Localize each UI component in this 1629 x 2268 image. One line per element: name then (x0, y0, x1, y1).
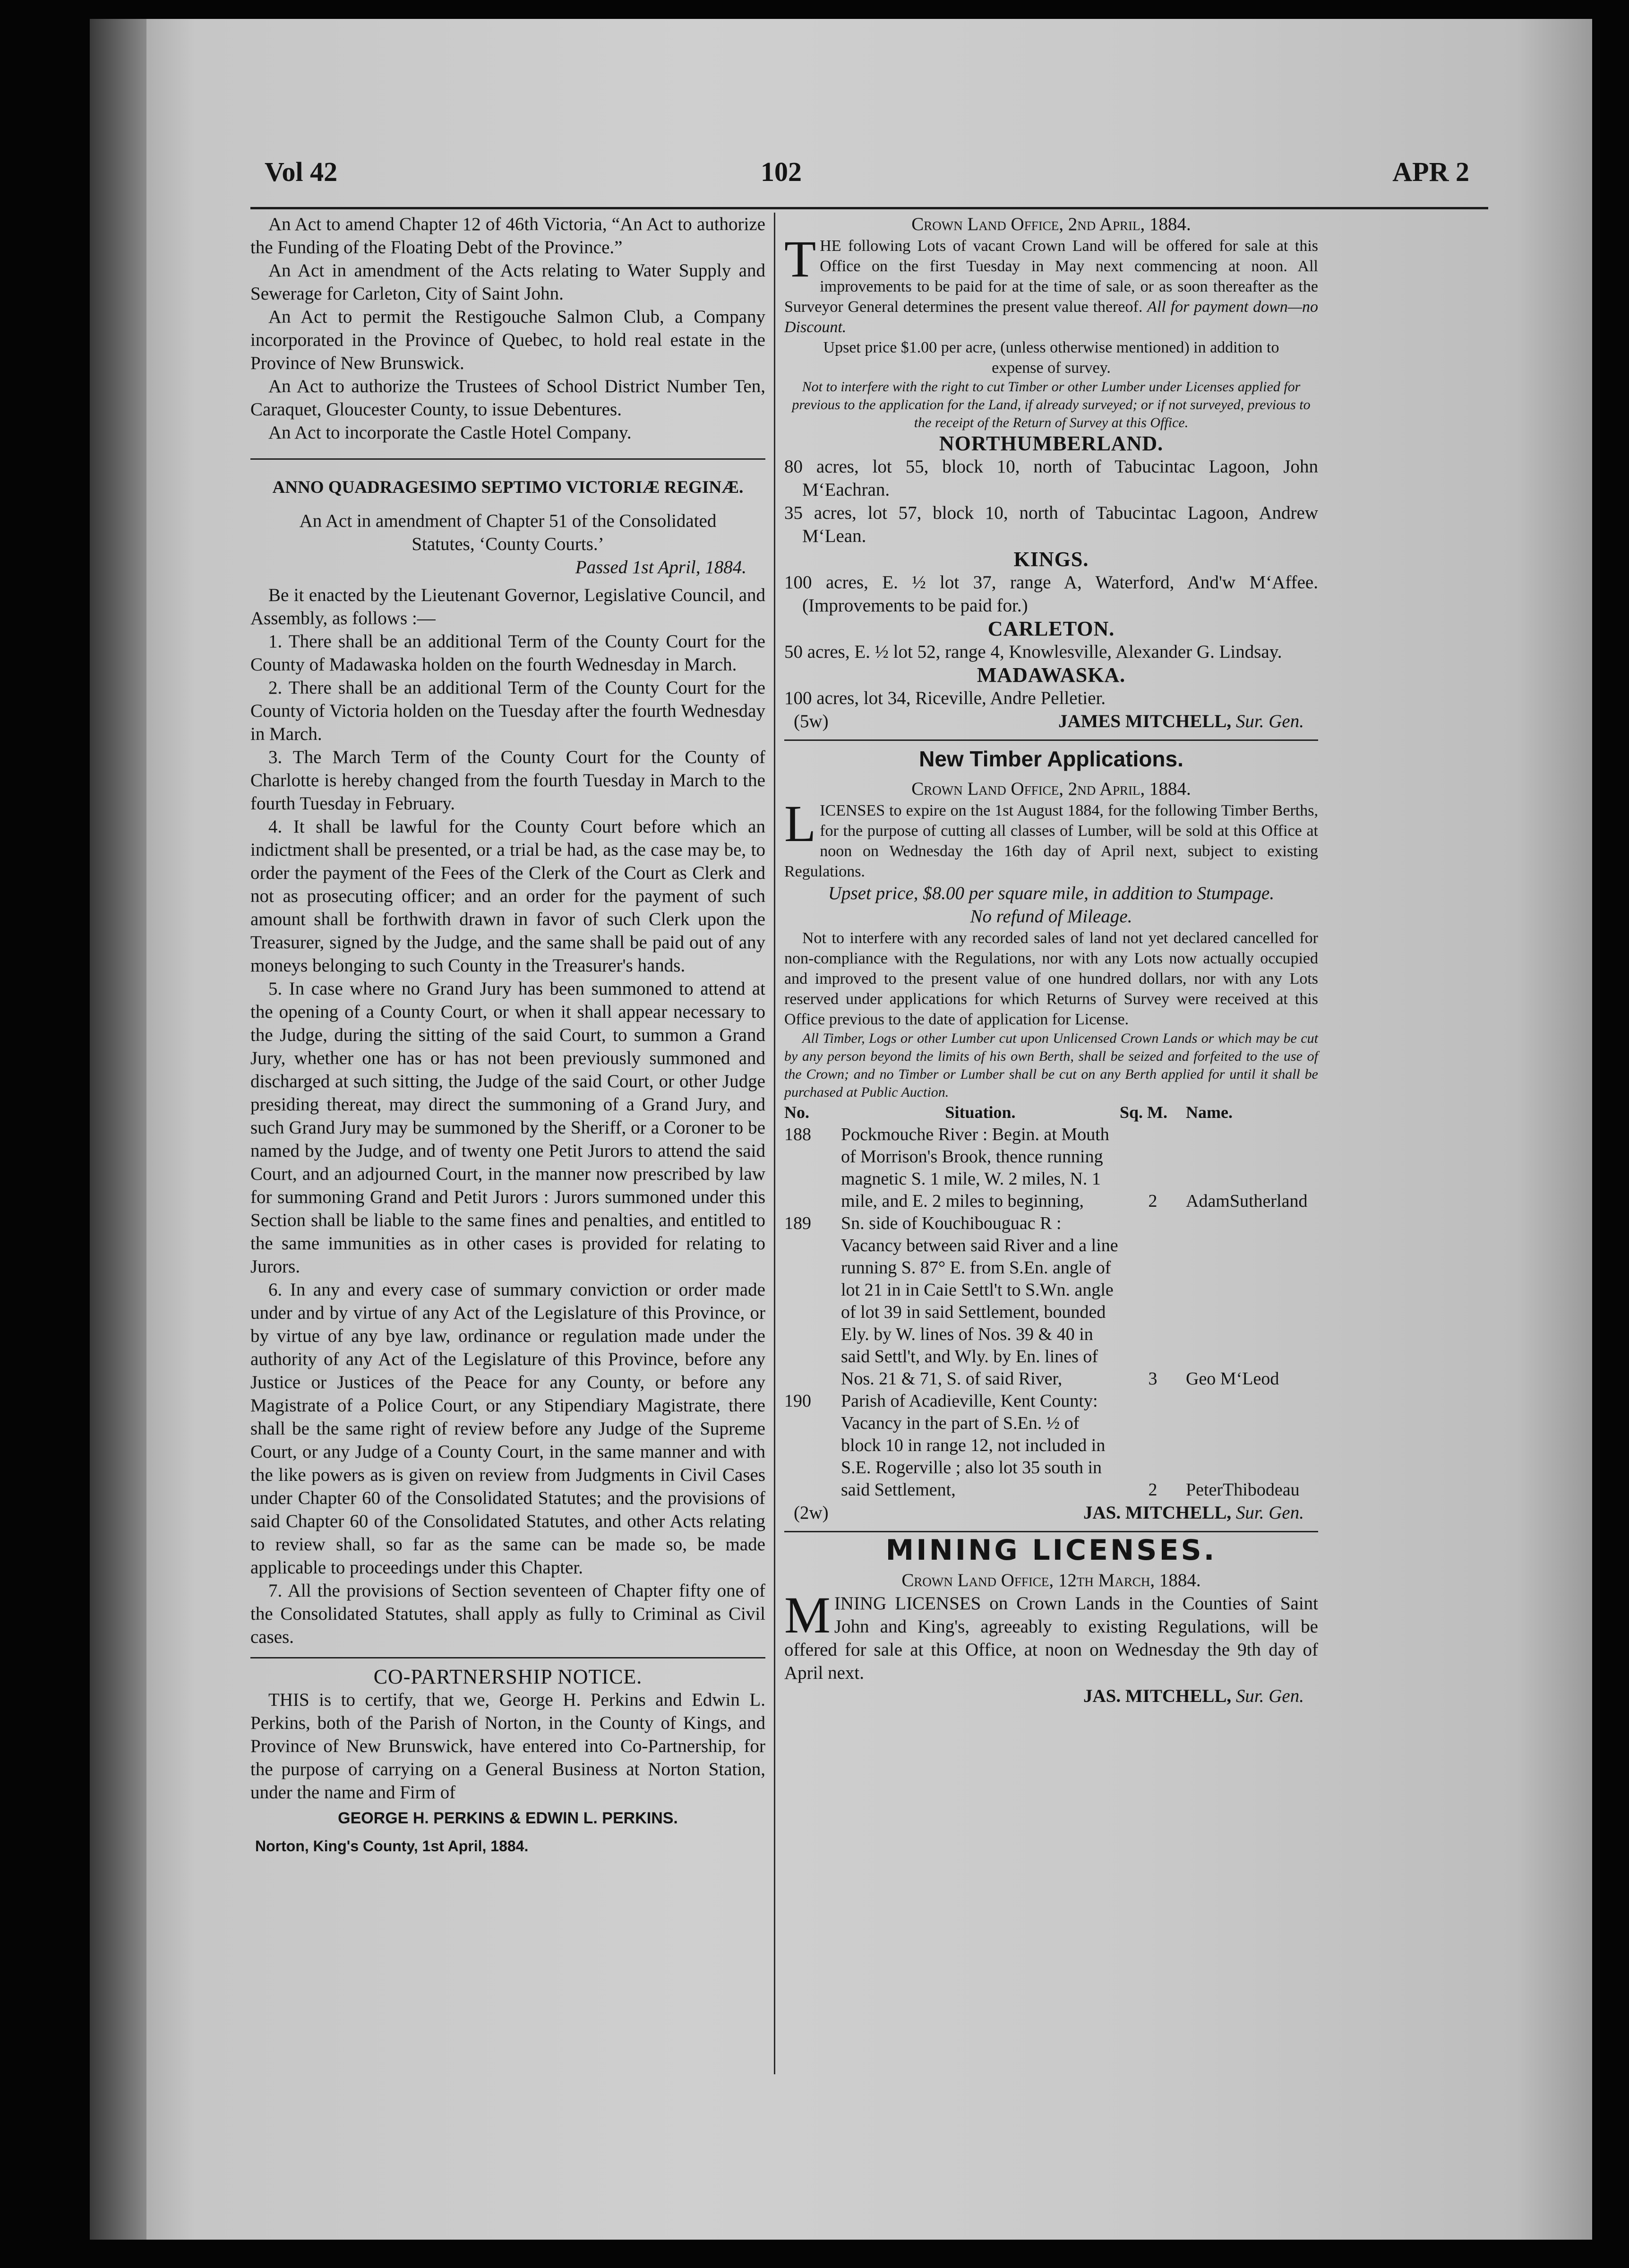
lot-entry: 80 acres, lot 55, block 10, north of Tabucintac Lagoon, John M‘Eachran. (784, 456, 1318, 500)
table-row (784, 1124, 1318, 1212)
anno-section: 2. There shall be an additional Term of the County Court for the County of Victoria holden on the Tuesday after the fourth Wednesday in March. (250, 678, 765, 744)
crown-land-upset: Upset price $1.00 per acre, (unless otherwise mentioned) in addition to expense of survey. (823, 339, 1279, 377)
timber-signoff (784, 1501, 1318, 1524)
anno-passed: Passed 1st April, 1884. (575, 557, 746, 577)
timber-dateline: Crown Land Office, 2nd April, 1884. (911, 779, 1191, 799)
page-number: 102 (761, 156, 802, 187)
left-column (250, 213, 765, 1858)
berth-number: 189 (784, 1213, 811, 1233)
copartnership-body: THIS is to certify, that we, George H. Perkins and Edwin L. Perkins, both of the Parish of Norton, in the County of Kings, and Province of New Brunswick, have entered into Co-Partnership, for the purpose of carrying on a General Business at Norton Station, under the name and Firm of (250, 1690, 765, 1803)
lot-entry: 50 acres, E. ½ lot 52, range 4, Knowlesville, Alexander G. Lindsay. (784, 642, 1282, 662)
section-rule (250, 1657, 765, 1658)
column-header: No. (784, 1103, 809, 1122)
berth-name: Geo M‘Leod (1186, 1369, 1279, 1389)
county-heading: CARLETON. (987, 617, 1115, 640)
dropcap: L (784, 795, 816, 852)
mining-body (784, 1586, 1318, 1684)
mining-dateline: Crown Land Office, 12th March, 1884. (901, 1570, 1201, 1590)
column-header: Name. (1186, 1103, 1233, 1122)
section-rule (250, 458, 765, 460)
table-row (784, 1390, 1318, 1501)
lot-entry: 35 acres, lot 57, block 10, north of Tabucintac Lagoon, Andrew M‘Lean. (784, 503, 1318, 546)
timber-text: ICENSES to expire on the 1st August 1884, for the following Timber Berths, for the purpose of cutting all classes of Lumber, will be sold at this Office at noon on Wednesday the 16th day of April next, subject to existing Regulations. (784, 802, 1318, 880)
anno-section: 6. In any and every case of summary conviction or order made under and by virtue of any Act of the Legislature of this Province, or by virtue of any bye law, ordinance or regulation made under the authority of any Act of the Legislature of this Province, before any Justice or Justices of the Peace for any County, or before any Magistrate of a Police Court, or any Stipendiary Magistrate, there shall be the same right of review before any Judge of the Supreme Court, or any Judge of a County Court, in the same manner and with the like powers as is given on review from Judgments in Civil Cases under Chapter 60 of the Consolidated Statutes; and the provisions of said Chapter 60 of the Consolidated Statutes, and other Acts relating to review shall, so far as the same can be made so, be made applicable to proceedings under this Chapter. (250, 1280, 765, 1578)
berth-situation: Parish of Acadieville, Kent County: Vacancy in the part of S.En. ½ of block 10 in range 12, not included in S.E. Rogerville ; also lot 35 south in said Settlement, (841, 1391, 1106, 1500)
berth-name: PeterThibodeau (1186, 1480, 1300, 1500)
berth-number: 188 (784, 1125, 811, 1144)
table-header (784, 1101, 1318, 1124)
table-row (784, 1212, 1318, 1390)
berth-sqm: 2 (1148, 1191, 1157, 1211)
crown-land-body (784, 230, 1318, 337)
copartnership-firm: GEORGE H. PERKINS & EDWIN L. PERKINS. (338, 1809, 678, 1827)
berth-sqm: 2 (1148, 1480, 1157, 1500)
copartnership-heading: CO-PARTNERSHIP NOTICE. (373, 1665, 643, 1688)
timber-body (784, 795, 1318, 882)
crown-land-note: Not to interfere with the right to cut Timber or other Lumber under Licenses applied for previous to the application for the Land, if already surveyed; or if not surveyed, previous to the receipt of the Return of Survey at this Office. (792, 379, 1311, 430)
signoff-title: Sur. Gen. (1235, 1686, 1304, 1706)
signoff-name: JAS. MITCHELL, (1083, 1686, 1232, 1706)
act-item: An Act to amend Chapter 12 of 46th Victoria, “An Act to authorize the Funding of the Floating Debt of the Province.” (250, 214, 765, 258)
anno-section: 1. There shall be an additional Term of the County Court for the County of Madawaska holden on the fourth Wednesday in March. (250, 631, 765, 675)
timber-mileage: No refund of Mileage. (970, 906, 1132, 927)
anno-title: An Act in amendment of Chapter 51 of the Consolidated Statutes, ‘County Courts.’ (299, 511, 717, 554)
timber-notice: Not to interfere with any recorded sales of land not yet declared cancelled for non-compliance with the Regulations, nor with any Lots now actually occupied and improved to the present value of one hundred dollars, nor with any Lots reserved under applications for which Returns of Survey were received at this Office previous to the date of application for License. (784, 929, 1318, 1028)
column-header: Sq. M. (1120, 1103, 1168, 1122)
timber-heading: New Timber Applications. (919, 747, 1183, 771)
county-heading: MADAWASKA. (977, 663, 1126, 687)
signoff-title: Sur. Gen. (1235, 711, 1304, 731)
lot-entry: 100 acres, lot 34, Riceville, Andre Pelletier. (784, 688, 1106, 708)
anno-section: 4. It shall be lawful for the County Court before which an indictment shall be presented, or a trial be had, as the case may be, to order the payment of the Fees of the Clerk of the Court as Clerk and not as prosecuting officer; and an order for the payment of such amount shall be forthwith drawn in favor of such Clerk upon the Treasurer, signed by the Judge, and the same shall be paid out of any moneys belonging to such County in the Treasurer's hands. (250, 816, 765, 976)
dropcap: T (784, 230, 816, 288)
dropcap: M (784, 1586, 831, 1644)
mining-signoff (784, 1684, 1318, 1708)
signoff-code: (2w) (794, 1503, 829, 1523)
anno-heading: ANNO QUADRAGESIMO SEPTIMO VICTORIÆ REGINÆ. (272, 478, 744, 497)
timber-note: All Timber, Logs or other Lumber cut upon Unlicensed Crown Lands or which may be cut by any person beyond the limits of his own Berth, shall be seized and forfeited to the use of the Crown; and no Timber or Lumber shall be cut on any Berth applied for until it shall be purchased at Public Auction. (784, 1031, 1318, 1100)
berth-sqm: 3 (1148, 1369, 1157, 1389)
county-heading: KINGS. (1013, 548, 1089, 571)
lot-entry: 100 acres, E. ½ lot 37, range A, Waterford, And'w M‘Affee. (Improvements to be paid for.) (784, 572, 1318, 616)
acts-list (250, 213, 765, 444)
berth-situation: Pockmouche River : Begin. at Mouth of Morrison's Brook, thence running magnetic S. 1 mile, W. 2 miles, N. 1 mile, and E. 2 miles to beginning, (841, 1125, 1109, 1211)
crown-land-terms: All for payment down—no Discount. (784, 298, 1318, 336)
berth-number: 190 (784, 1391, 811, 1411)
copartnership-dateline: Norton, King's County, 1st April, 1884. (255, 1838, 529, 1855)
timber-table (784, 1101, 1318, 1501)
signoff-code: (5w) (794, 711, 829, 731)
act-item: An Act to incorporate the Castle Hotel Company. (268, 422, 632, 443)
crown-land-dateline: Crown Land Office, 2nd April, 1884. (911, 214, 1191, 234)
mining-text: INING LICENSES on Crown Lands in the Counties of Saint John and King's, agreeably to existing Regulations, will be offered for sale at this Office, at noon on Wednesday the 9th day of April next. (784, 1593, 1318, 1683)
county-heading: NORTHUMBERLAND. (939, 432, 1164, 455)
section-rule (784, 739, 1318, 741)
crown-land-signoff (784, 710, 1318, 733)
act-item: An Act to authorize the Trustees of School District Number Ten, Caraquet, Gloucester County, to issue Debentures. (250, 376, 765, 420)
right-column (784, 213, 1318, 1708)
crown-land-text: HE following Lots of vacant Crown Land will be offered for sale at this Office on the first Tuesday in May next commencing at noon. All improvements to be paid for at the time of sale, or as soon thereafter as the Surveyor General determines the present value thereof. (784, 237, 1318, 316)
act-item: An Act in amendment of the Acts relating to Water Supply and Sewerage for Carleton, City of Saint John. (250, 260, 765, 304)
mining-heading: MINING LICENSES. (885, 1534, 1217, 1567)
berth-name: AdamSutherland (1186, 1191, 1308, 1211)
column-header: Situation. (945, 1103, 1016, 1122)
signoff-name: JAMES MITCHELL, (1058, 711, 1232, 731)
signoff-name: JAS. MITCHELL, (1083, 1503, 1232, 1523)
page-header (255, 156, 1488, 198)
section-rule (784, 1531, 1318, 1532)
header-rule (250, 207, 1488, 209)
act-item: An Act to permit the Restigouche Salmon Club, a Company incorporated in the Province of Quebec, to hold real estate in the Province of New Brunswick. (250, 307, 765, 373)
volume-label: Vol 42 (265, 156, 338, 187)
timber-upset: Upset price, $8.00 per square mile, in addition to Stumpage. (828, 883, 1275, 903)
anno-enact: Be it enacted by the Lieutenant Governor, Legislative Council, and Assembly, as follows :— (250, 585, 765, 628)
page-spine-shadow (90, 19, 146, 2240)
signoff-title: Sur. Gen. (1235, 1503, 1304, 1523)
anno-section: 7. All the provisions of Section seventeen of Chapter fifty one of the Consolidated Statutes, shall apply as fully to Criminal as Civil cases. (250, 1581, 765, 1647)
issue-date: APR 2 (1392, 156, 1469, 187)
anno-section: 3. The March Term of the County Court for the County of Charlotte is hereby changed from the fourth Tuesday in March to the fourth Tuesday in February. (250, 747, 765, 814)
anno-section: 5. In case where no Grand Jury has been summoned to attend at the opening of a County Court, or when it shall appear necessary to the Judge, during the sitting of the said Court, to summon a Grand Jury, whether one has or has not been previously summoned and discharged at such sitting, the Judge of the said Court, or other Judge presiding thereat, may direct the summoning of a Grand Jury, and such Grand Jury may be summoned by the Sheriff, or a Coroner to be named by the Judge, and of twenty one Petit Jurors to attend the said Court, and an adjourned Court, in the manner now prescribed by law for summoning Grand and Petit Jurors : Jurors summoned under this Section shall be liable to the same fines and penalties, and entitled to the same immunities as in other cases is provided for relating to Jurors. (250, 979, 765, 1277)
berth-situation: Sn. side of Kouchibouguac R : Vacancy between said River and a line running S. 87° E. from S.En. angle of lot 21 in in Caie Settl't to S.Wn. angle of lot 39 in said Settlement, bounded Ely. by W. lines of Nos. 39 & 40 in said Settl't, and Wly. by En. lines of Nos. 21 & 71, S. of said River, (841, 1213, 1118, 1389)
column-divider (774, 213, 775, 2074)
